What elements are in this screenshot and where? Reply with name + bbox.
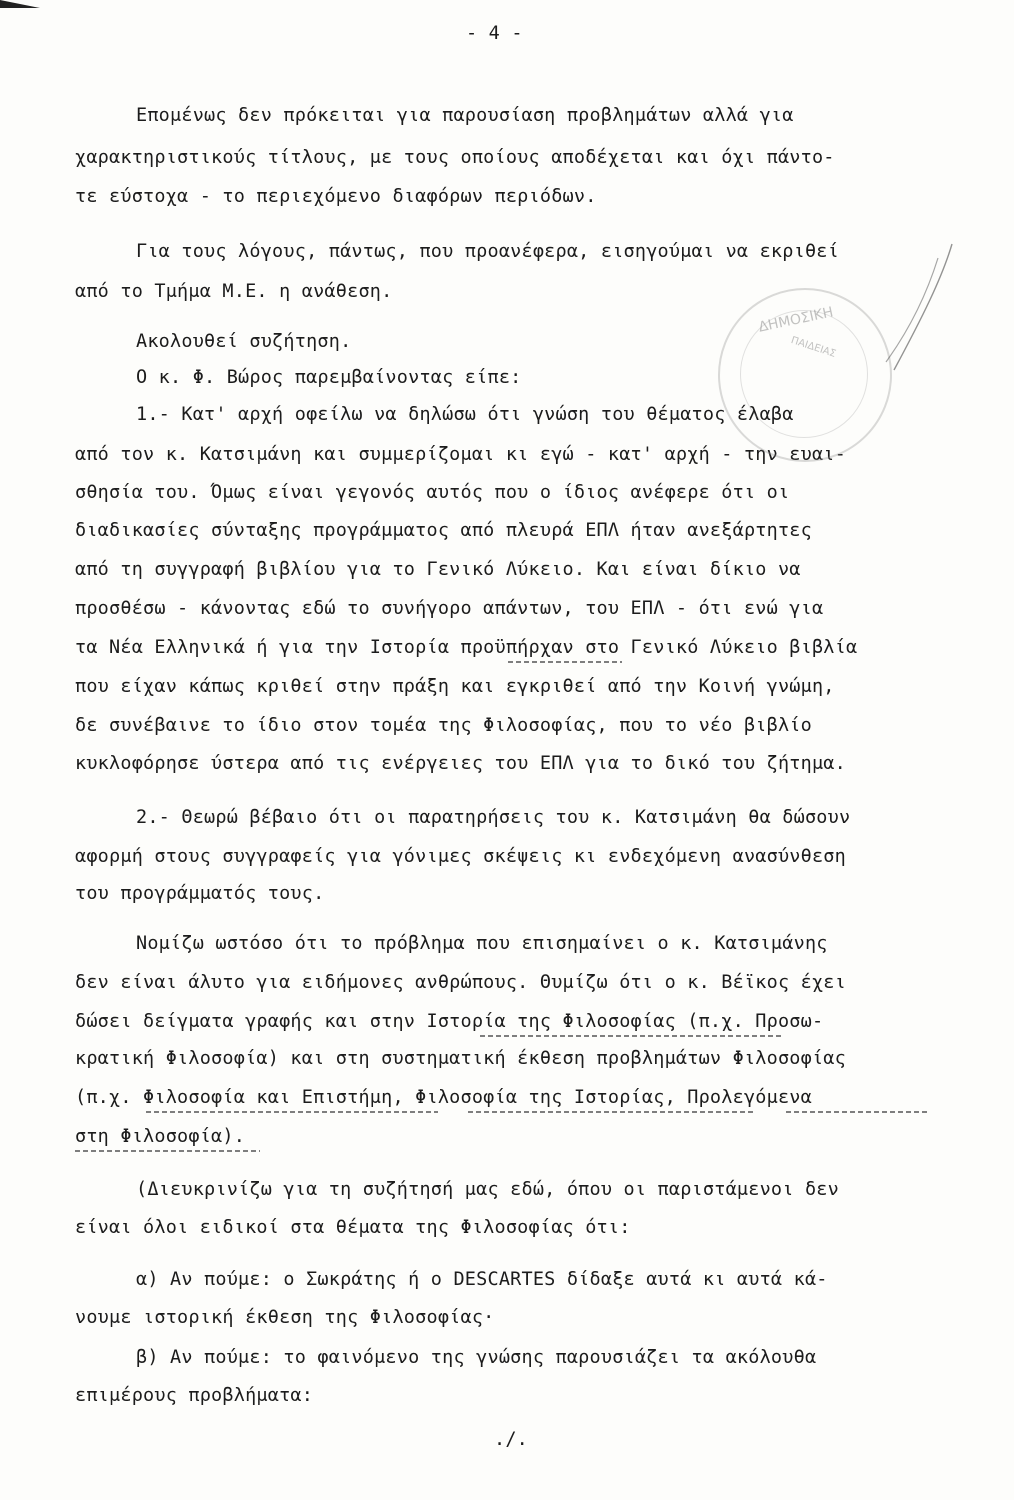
text-line-14: τα Νέα Ελληνικά ή για την Ιστορία προϋπήρχαν στο Γενικό Λύκειο βιβλία [75, 637, 858, 658]
text-line-3: τε εύστοχα - το περιεχόμενο διαφόρων περιόδων. [75, 186, 597, 207]
text-line-15: που είχαν κάπως κριθεί στην πράξη και εγκριθεί από την Κοινή γνώμη, [75, 676, 835, 697]
page-corner-mark [0, 0, 40, 8]
stamp-text-ring: ΠΑΙΔΕΙΑΣ [789, 335, 838, 360]
text-line-13: προσθέσω - κάνοντας εδώ το συνήγορο απάντων, του ΕΠΛ - ότι ενώ για [75, 598, 824, 619]
text-line-24: κρατική Φιλοσοφία) και στη συστηματική έκθεση προβλημάτων Φιλοσοφίας [75, 1048, 846, 1069]
text-line-23: δώσει δείγματα γραφής και στην Ιστορία της Φιλοσοφίας (π.χ. Προσω- [75, 1011, 824, 1032]
text-line-19: αφορμή στους συγγραφείς για γόνιμες σκέψεις κι ενδεχόμενη ανασύνθεση [75, 846, 846, 867]
text-line-2: χαρακτηριστικούς τίτλους, με τους οποίους αποδέχεται και όχι πάντο- [75, 147, 835, 168]
text-line-22: δεν είναι άλυτο για ειδήμονες ανθρώπους. Θυμίζω ότι ο κ. Βέϊκος έχει [75, 972, 846, 993]
text-line-17: κυκλοφόρησε ύστερα από τις ενέργειες του ΕΠΛ για το δικό του ζήτημα. [75, 753, 846, 774]
text-line-20: του προγράμματός τους. [75, 883, 325, 904]
text-line-21: Νομίζω ωστόσο ότι το πρόβλημα που επισημαίνει ο κ. Κατσιμάνης [136, 933, 828, 954]
text-line-7: Ο κ. Φ. Βώρος παρεμβαίνοντας είπε: [136, 367, 522, 388]
stamp-text-top: ΔΗΜΟΣΙΚΗ [757, 304, 835, 336]
text-line-6: Ακολουθεί συζήτηση. [136, 331, 352, 352]
text-line-32: επιμέρους προβλήματα: [75, 1385, 314, 1406]
text-line-11: διαδικασίες σύνταξης προγράμματος από πλευρά ΕΠΛ ήταν ανεξάρτητες [75, 520, 812, 541]
text-line-8: 1.- Κατ' αρχή οφείλω να δηλώσω ότι γνώση του θέματος έλαβα [136, 404, 794, 425]
text-line-9: από τον κ. Κατσιμάνη και συμμερίζομαι κι εγώ - κατ' αρχή - την ευαι- [75, 444, 846, 465]
text-line-4: Για τους λόγους, πάντως, που προανέφερα, εισηγούμαι να εκριθεί [136, 241, 839, 262]
official-stamp [718, 288, 892, 462]
text-line-29: α) Αν πούμε: ο Σωκράτης ή ο DESCARTES δίδαξε αυτά κι αυτά κά- [136, 1269, 828, 1290]
text-line-25: (π.χ. Φιλοσοφία και Επιστήμη, Φιλοσοφία της Ιστορίας, Προλεγόμενα [75, 1087, 812, 1108]
text-line-18: 2.- Θεωρώ βέβαιο ότι οι παρατηρήσεις του κ. Κατσιμάνη θα δώσουν [136, 807, 851, 828]
text-line-27: (Διευκρινίζω για τη συζήτησή μας εδώ, όπου οι παριστάμενοι δεν [136, 1179, 839, 1200]
text-line-28: είναι όλοι ειδικοί στα θέματα της Φιλοσοφίας ότι: [75, 1217, 631, 1238]
text-line-30: νουμε ιστορική έκθεση της Φιλοσοφίας· [75, 1307, 495, 1328]
signature-mark [872, 238, 962, 378]
text-line-26: στη Φιλοσοφία). [75, 1126, 246, 1147]
continuation-mark: ./. [494, 1429, 529, 1450]
text-line-16: δε συνέβαινε το ίδιο στον τομέα της Φιλοσοφίας, που το νέο βιβλίο [75, 715, 812, 736]
text-line-12: από τη συγγραφή βιβλίου για το Γενικό Λύκειο. Και είναι δίκιο να [75, 559, 801, 580]
text-line-1: Επομένως δεν πρόκειται για παρουσίαση προβλημάτων αλλά για [136, 105, 794, 126]
text-line-31: β) Αν πούμε: το φαινόμενο της γνώσης παρουσιάζει τα ακόλουθα [136, 1347, 817, 1368]
text-line-5: από το Τμήμα Μ.Ε. η ανάθεση. [75, 281, 393, 302]
page-number: - 4 - [466, 23, 523, 44]
text-line-10: σθησία του. Όμως είναι γεγονός αυτός που ο ίδιος ανέφερε ότι οι [75, 482, 790, 503]
